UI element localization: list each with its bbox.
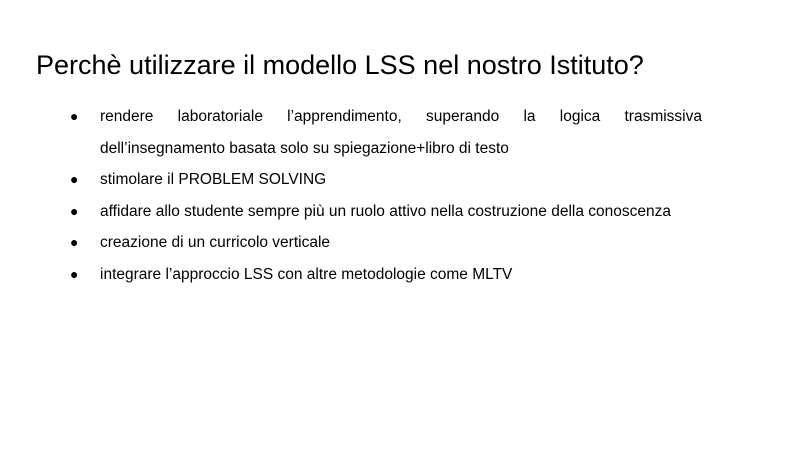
bullet-icon: ● bbox=[70, 108, 79, 124]
bullet-text: stimolare il PROBLEM SOLVING bbox=[100, 171, 327, 188]
bullet-list bbox=[70, 101, 702, 290]
bullet-text: creazione di un curricolo verticale bbox=[100, 234, 331, 251]
bullet-text: affidare allo studente sempre più un ruolo attivo nella costruzione della conoscenza bbox=[100, 202, 671, 220]
bullet-text: integrare l’approccio LSS con altre metodologie come MLTV bbox=[100, 265, 513, 283]
bullet-icon: ● bbox=[70, 234, 79, 250]
bullet-icon: ● bbox=[70, 202, 79, 219]
bullet-item bbox=[70, 259, 702, 291]
bullet-text: rendere laboratoriale l’apprendimento, superando la logica trasmissiva dell’insegnamento basata solo su spiegazione+libro di testo bbox=[100, 108, 702, 157]
bullet-icon: ● bbox=[70, 171, 79, 187]
bullet-item bbox=[70, 196, 702, 228]
bullet-item bbox=[70, 101, 702, 164]
bullet-icon: ● bbox=[70, 265, 79, 282]
bullet-item bbox=[70, 227, 702, 259]
bullet-item bbox=[70, 164, 702, 196]
slide-title: Perchè utilizzare il modello LSS nel nostro Istituto? bbox=[36, 50, 644, 80]
